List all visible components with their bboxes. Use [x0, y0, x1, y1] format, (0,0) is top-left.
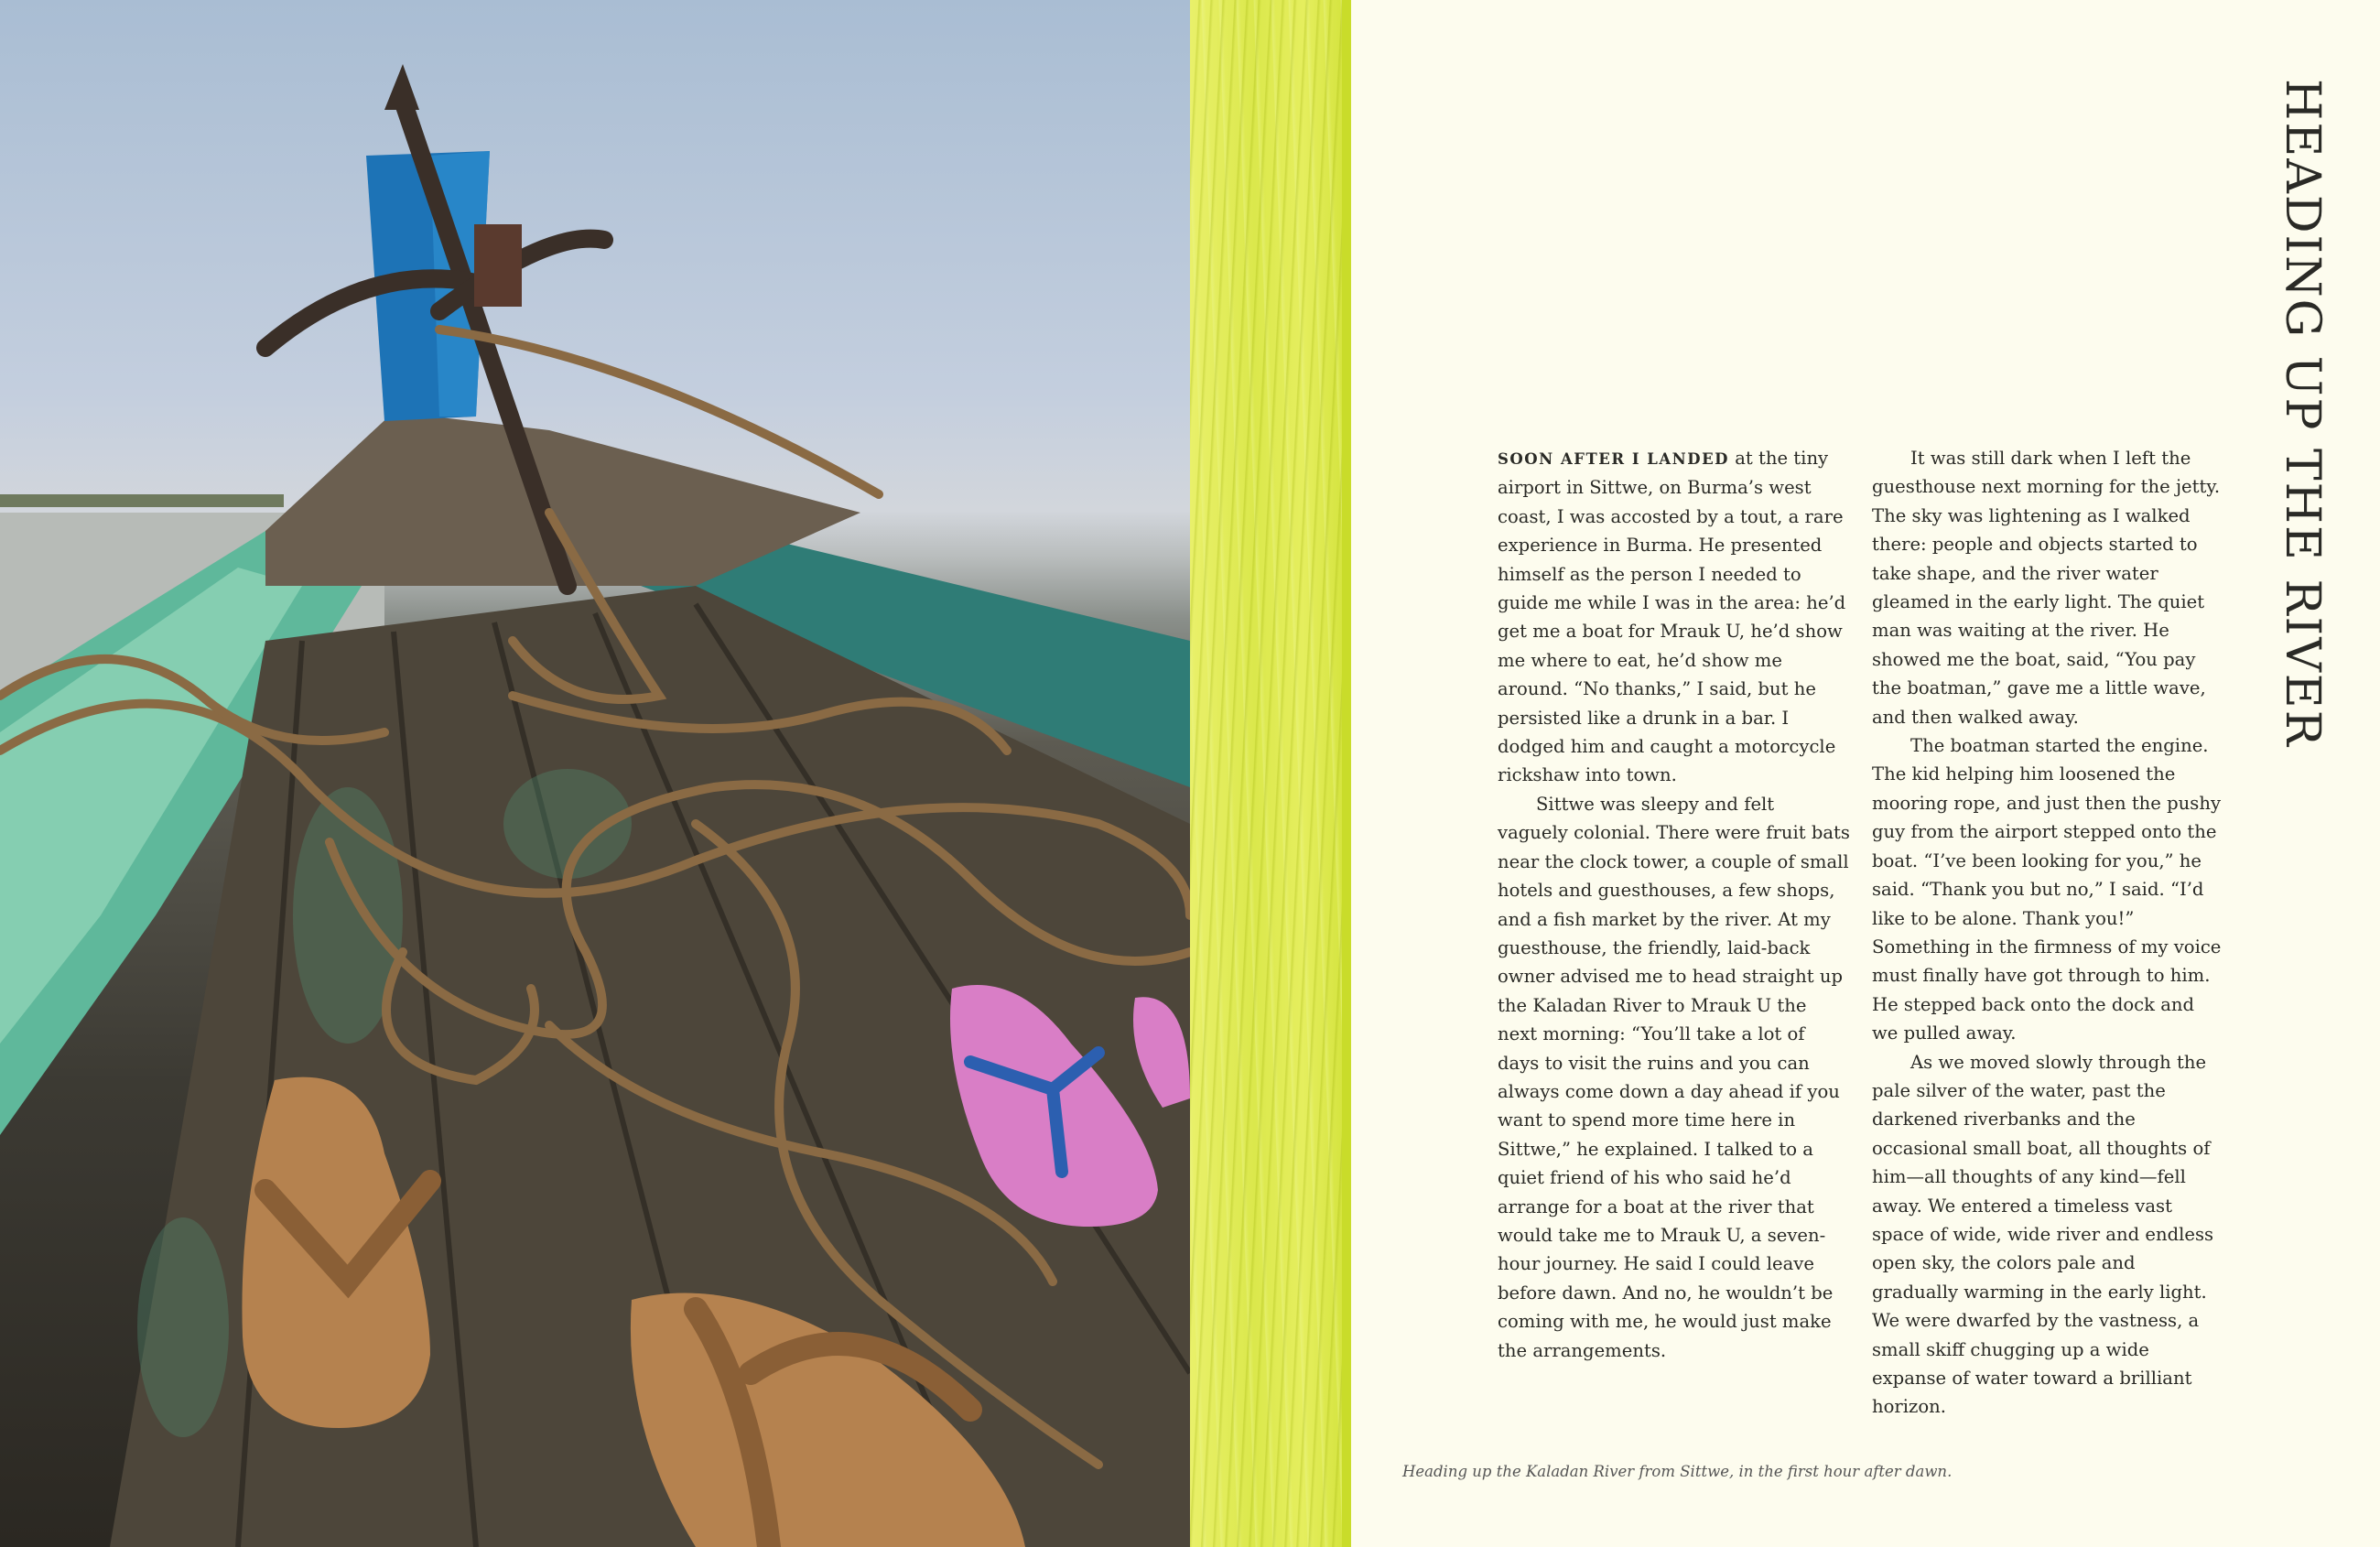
lead-in: SOON AFTER I LANDED: [1498, 450, 1729, 468]
article-column-left: [1498, 444, 1850, 1365]
far-shoreline: [0, 494, 284, 507]
paragraph: Sittwe was sleepy and felt vaguely colonial. There were fruit bats near the clock tower, a couple of small hotels and guesthouses, a few shops, and a fish market by the river. At my guesthouse, the friendly, laid-back owner advised me to head straight up the Kaladan River to Mrauk U the next morning: “You’ll take a lot of days to visit the ruins and you can always come down a day ahead if you want to spend more time here in Sittwe,” he explained. I talked to a quiet friend of his who said he’d arrange for a boat at the river that would take me to Mrauk U, a seven-hour journey. He said I could leave before dawn. And no, he wouldn’t be coming with me, he would just make the arrangements.: [1498, 793, 1850, 1361]
paragraph: [1498, 444, 1850, 790]
reed-texture-band: [1190, 0, 1351, 1547]
paragraph: The boatman started the engine. The kid helping him loosened the mooring rope, and just then the pushy guy from the airport stepped onto the boat. “I’ve been looking for you,” he said. “Thank you but no,” I said. “I’d like to be alone. Thank you!” Something in the firmness of my voice must finally have got through to him. He stepped back onto the dock and we pulled away.: [1872, 735, 2222, 1044]
paragraph: As we moved slowly through the pale silver of the water, past the darkened riverbanks and the occasional small boat, all thoughts of him—all thoughts of any kind—fell away. We entered a timeless vast space of wide, wide river and endless open sky, the colors pale and gradually warming in the early light. We were dwarfed by the vastness, a small skiff chugging up a wide expanse of water toward a brilliant horizon.: [1872, 1051, 2214, 1418]
article-column-right: [1872, 444, 2224, 1422]
chapter-heading: HEADING UP THE RIVER: [2275, 79, 2330, 748]
paragraph-text: at the tiny airport in Sittwe, on Burma’s west coast, I was accosted by a tout, a rare experience in Burma. He presented himself as the person I needed to guide me while I was in the area: he’d get me a boat for Mrauk U, he’d show me where to eat, he’d show me around. “No thanks,” I said, but he persisted like a drunk in a bar. I dodged him and caught a motorcycle rickshaw into town.: [1498, 448, 1846, 786]
band-edge: [1342, 0, 1351, 1547]
photo-caption: Heading up the Kaladan River from Sittwe, in the first hour after dawn.: [1402, 1463, 1953, 1480]
paragraph: It was still dark when I left the guesthouse next morning for the jetty. The sky was lightening as I walked there: people and objects started to take shape, and the river water gleamed in the early light. The quiet man was waiting at the river. He showed me the boat, said, “You pay the boatman,” gave me a little wave, and then walked away.: [1872, 448, 2221, 728]
